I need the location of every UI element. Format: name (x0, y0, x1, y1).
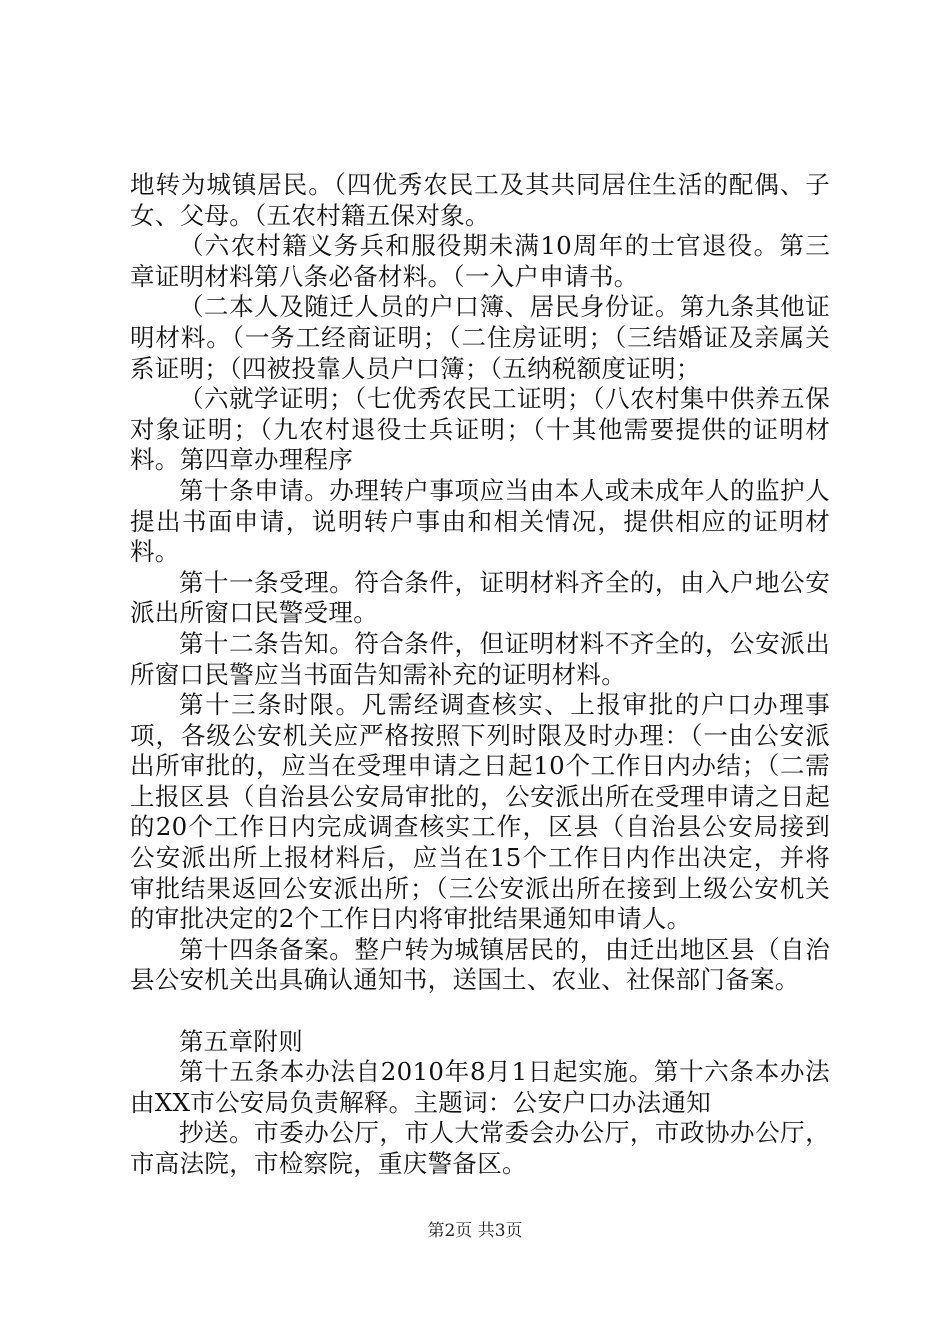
paragraph-8: 第十三条时限。凡需经调查核实、上报审批的户口办理事项，各级公安机关应严格按照下列时限及时办理：（一由公安派出所审批的，应当在受理申请之日起10个工作日内办结；（二需上报区县（自治县公安局审批的，公安派出所在受理申请之日起的20个工作日内完成调查核实工作，区县（自治县公安局接到公安派出所上报材料后，应当在15个工作日内作出决定，并将审批结果返回公安派出所；（三公安派出所在接到上级公安机关的审批决定的2个工作日内将审批结果通知申请人。 (130, 690, 830, 934)
paragraph-11: 第十五条本办法自2010年8月1日起实施。第十六条本办法由XX市公安局负责解释。主题词：公安户口办法通知 (130, 1057, 830, 1117)
paragraph-1: 地转为城镇居民。（四优秀农民工及其共同居住生活的配偶、子女、父母。（五农村籍五保对象。 (130, 170, 830, 230)
paragraph-7: 第十二条告知。符合条件，但证明材料不齐全的，公安派出所窗口民警应当书面告知需补充的证明材料。 (130, 628, 830, 689)
chapter-heading: 第五章附则 (179, 1026, 303, 1056)
paragraph-2: （六农村籍义务兵和服役期未满10周年的士官退役。第三章证明材料第八条必备材料。（一入户申请书。 (130, 231, 830, 291)
document-body (130, 170, 830, 1180)
paragraph-12: 抄送。市委办公厅，市人大常委会办公厅，市政协办公厅，市高法院，市检察院，重庆警备区。 (130, 1118, 830, 1178)
page-number: 第2页 共3页 (427, 1221, 523, 1241)
paragraph-4: （六就学证明；（七优秀农民工证明；（八农村集中供养五保对象证明；（九农村退役士兵证明；（十其他需要提供的证明材料。第四章办理程序 (130, 384, 830, 475)
paragraph-3: （二本人及随迁人员的户口簿、居民身份证。第九条其他证明材料。（一务工经商证明；（二住房证明；（三结婚证及亲属关系证明；（四被投靠人员户口簿；（五纳税额度证明； (130, 292, 830, 383)
paragraph-5: 第十条申请。办理转户事项应当由本人或未成年人的监护人提出书面申请，说明转户事由和相关情况，提供相应的证明材料。 (130, 475, 830, 567)
paragraph-9: 第十四条备案。整户转为城镇居民的，由迁出地区县（自治县公安机关出具确认通知书，送国土、农业、社保部门备案。 (130, 934, 830, 995)
paragraph-6: 第十一条受理。符合条件，证明材料齐全的，由入户地公安派出所窗口民警受理。 (130, 567, 830, 628)
